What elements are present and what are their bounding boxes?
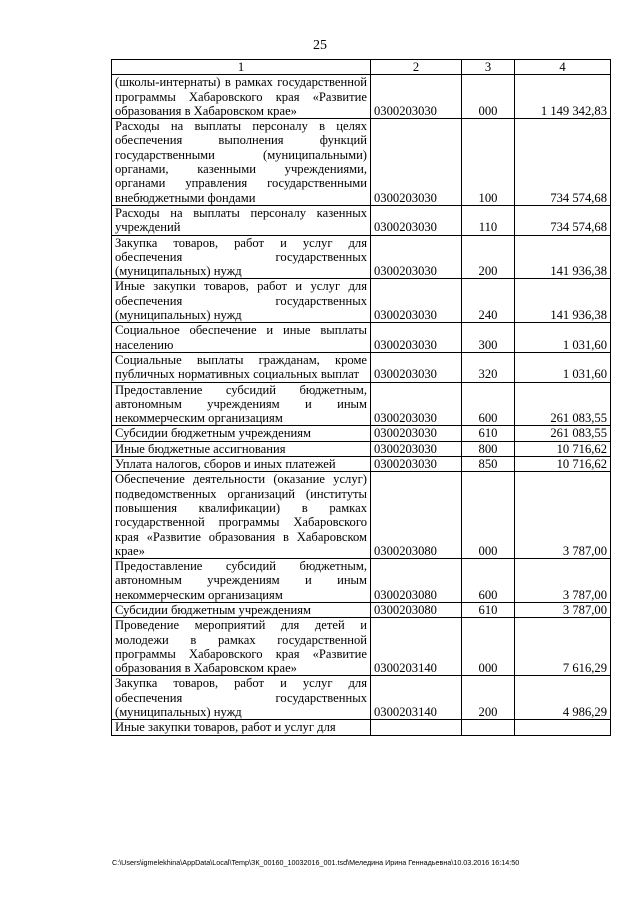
row-expense-type-cell: 610	[462, 602, 515, 617]
table-row	[112, 720, 611, 735]
table-row	[112, 279, 611, 323]
table-row	[112, 441, 611, 456]
row-code-cell: 0300203140	[371, 676, 462, 720]
table-header-row	[112, 60, 611, 75]
row-code-cell: 0300203030	[371, 205, 462, 235]
row-amount-cell: 261 083,55	[515, 382, 611, 426]
row-expense-type-cell: 610	[462, 426, 515, 441]
row-code-cell: 0300203030	[371, 441, 462, 456]
row-amount-cell: 1 031,60	[515, 352, 611, 382]
row-amount-cell: 1 149 342,83	[515, 75, 611, 119]
row-expense-type-cell: 000	[462, 75, 515, 119]
row-expense-type-cell: 100	[462, 119, 515, 206]
row-name-cell: Иные закупки товаров, работ и услуг для	[112, 720, 371, 735]
row-code-cell: 0300203030	[371, 279, 462, 323]
row-name-cell: Предоставление субсидий бюджетным, автономным учреждениям и иным некоммерческим организациям	[112, 382, 371, 426]
row-name-cell: Субсидии бюджетным учреждениям	[112, 426, 371, 441]
row-amount-cell: 3 787,00	[515, 472, 611, 559]
table-row	[112, 323, 611, 353]
table-row	[112, 382, 611, 426]
row-code-cell: 0300203030	[371, 352, 462, 382]
row-name-cell: Закупка товаров, работ и услуг для обеспечения государственных (муниципальных) нужд	[112, 676, 371, 720]
row-code-cell: 0300203030	[371, 426, 462, 441]
row-name-cell: Субсидии бюджетным учреждениям	[112, 602, 371, 617]
row-expense-type-cell: 200	[462, 235, 515, 279]
column-header-1: 1	[112, 60, 371, 75]
row-amount-cell	[515, 720, 611, 735]
row-amount-cell: 10 716,62	[515, 457, 611, 472]
row-amount-cell: 261 083,55	[515, 426, 611, 441]
row-amount-cell: 141 936,38	[515, 235, 611, 279]
table-row	[112, 676, 611, 720]
row-name-cell: Предоставление субсидий бюджетным, автономным учреждениям и иным некоммерческим организациям	[112, 559, 371, 603]
row-code-cell: 0300203030	[371, 323, 462, 353]
row-expense-type-cell: 300	[462, 323, 515, 353]
table-row	[112, 75, 611, 119]
row-name-cell: (школы-интернаты) в рамках государственной программы Хабаровского края «Развитие образования в Хабаровском крае»	[112, 75, 371, 119]
table-row	[112, 426, 611, 441]
row-name-cell: Расходы на выплаты персоналу казенных учреждений	[112, 205, 371, 235]
row-amount-cell: 734 574,68	[515, 205, 611, 235]
table-body	[112, 75, 611, 735]
row-name-cell: Закупка товаров, работ и услуг для обеспечения государственных (муниципальных) нужд	[112, 235, 371, 279]
table-row	[112, 472, 611, 559]
row-code-cell: 0300203030	[371, 235, 462, 279]
page-number: 25	[313, 38, 327, 53]
row-name-cell: Расходы на выплаты персоналу в целях обеспечения выполнения функций государственными (муниципальными) органами, казенными учреждениями, органами управления государственными внебюджетными фондами	[112, 119, 371, 206]
row-name-cell: Социальное обеспечение и иные выплаты населению	[112, 323, 371, 353]
table-row	[112, 119, 611, 206]
table-row	[112, 352, 611, 382]
row-expense-type-cell	[462, 720, 515, 735]
row-code-cell: 0300203080	[371, 602, 462, 617]
row-expense-type-cell: 240	[462, 279, 515, 323]
row-expense-type-cell: 200	[462, 676, 515, 720]
table-row	[112, 559, 611, 603]
row-amount-cell: 3 787,00	[515, 559, 611, 603]
table-row	[112, 618, 611, 676]
row-expense-type-cell: 850	[462, 457, 515, 472]
row-expense-type-cell: 000	[462, 472, 515, 559]
row-expense-type-cell: 320	[462, 352, 515, 382]
row-expense-type-cell: 600	[462, 559, 515, 603]
column-header-2: 2	[371, 60, 462, 75]
row-expense-type-cell: 800	[462, 441, 515, 456]
row-expense-type-cell: 110	[462, 205, 515, 235]
footer-file-path: C:\Users\igmelekhina\AppData\Local\Temp\ЗК_00160_10032016_001.tsd\Меледина Ирина Геннадьевна\10.03.2016 16:14:50	[112, 858, 520, 867]
row-name-cell: Проведение мероприятий для детей и молодежи в рамках государственной программы Хабаровского края «Развитие образования в Хабаровском крае»	[112, 618, 371, 676]
row-amount-cell: 4 986,29	[515, 676, 611, 720]
row-amount-cell: 10 716,62	[515, 441, 611, 456]
row-amount-cell: 734 574,68	[515, 119, 611, 206]
table-row	[112, 457, 611, 472]
row-amount-cell: 1 031,60	[515, 323, 611, 353]
column-header-3: 3	[462, 60, 515, 75]
row-code-cell: 0300203140	[371, 618, 462, 676]
row-amount-cell: 3 787,00	[515, 602, 611, 617]
row-expense-type-cell: 000	[462, 618, 515, 676]
row-amount-cell: 141 936,38	[515, 279, 611, 323]
table-row	[112, 205, 611, 235]
row-code-cell: 0300203030	[371, 457, 462, 472]
column-header-4: 4	[515, 60, 611, 75]
row-code-cell: 0300203030	[371, 119, 462, 206]
row-name-cell: Иные закупки товаров, работ и услуг для обеспечения государственных (муниципальных) нужд	[112, 279, 371, 323]
row-name-cell: Уплата налогов, сборов и иных платежей	[112, 457, 371, 472]
row-code-cell: 0300203030	[371, 75, 462, 119]
row-name-cell: Обеспечение деятельности (оказание услуг) подведомственных организаций (институты повышения квалификации) в рамках государственной программы Хабаровского края «Развитие образования в Хабаровском крае»	[112, 472, 371, 559]
row-code-cell: 0300203030	[371, 382, 462, 426]
table-row	[112, 235, 611, 279]
row-name-cell: Иные бюджетные ассигнования	[112, 441, 371, 456]
row-name-cell: Социальные выплаты гражданам, кроме публичных нормативных социальных выплат	[112, 352, 371, 382]
table-row	[112, 602, 611, 617]
row-code-cell	[371, 720, 462, 735]
row-expense-type-cell: 600	[462, 382, 515, 426]
row-amount-cell: 7 616,29	[515, 618, 611, 676]
row-code-cell: 0300203080	[371, 472, 462, 559]
budget-table	[111, 59, 611, 736]
row-code-cell: 0300203080	[371, 559, 462, 603]
